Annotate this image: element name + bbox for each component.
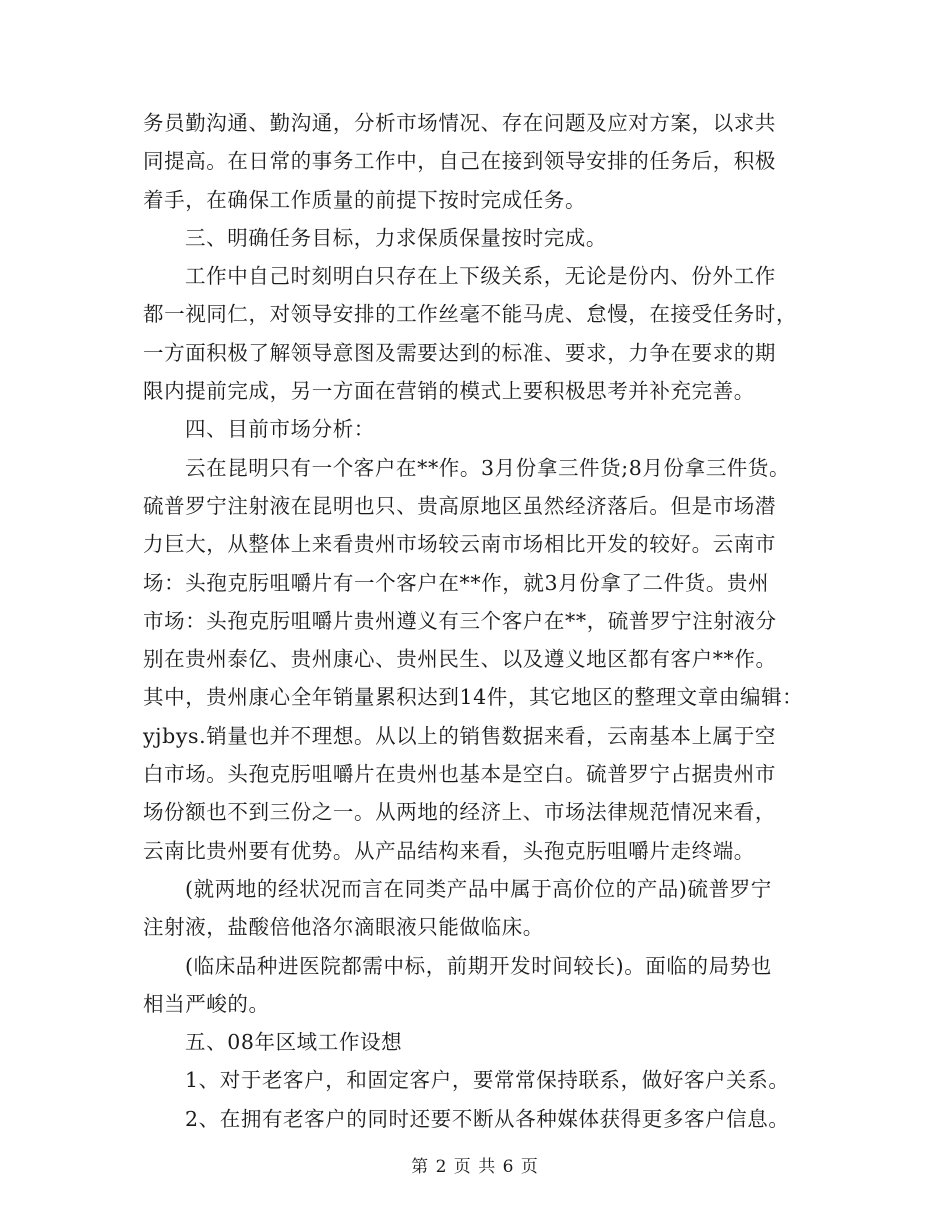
text-line: 1、对于老客户，和固定客户，要常常保持联系，做好客户关系。	[185, 1068, 790, 1093]
text-line: 别在贵州泰亿、贵州康心、贵州民生、以及遵义地区都有客户**作。	[143, 647, 777, 672]
text-line: 务员勤沟通、勤沟通，分析市场情况、存在问题及应对方案，以求共	[143, 111, 776, 135]
text-line: 市场：头孢克肟咀嚼片贵州遵义有三个客户在**，硫普罗宁注射液分	[143, 608, 777, 633]
text-line: 其中，贵州康心全年销量累积达到14件，其它地区的整理文章由编辑：	[143, 685, 804, 710]
text-line: 一方面积极了解领导意图及需要达到的标准、要求，力争在要求的期	[143, 340, 776, 365]
text-line: (临床品种进医院都需中标，前期开发时间较长)。面临的局势也	[185, 953, 772, 978]
text-line: 都一视同仁，对领导安排的工作丝毫不能马虎、怠慢，在接受任务时，	[143, 302, 798, 327]
text-line: 相当严峻的。	[143, 991, 270, 1016]
text-line: 工作中自己时刻明白只存在上下级关系，无论是份内、份外工作	[185, 264, 776, 289]
text-line: 四、目前市场分析：	[185, 417, 375, 442]
text-line: 限内提前完成，另一方面在营销的模式上要积极思考并补充完善。	[143, 379, 755, 404]
text-line: 三、明确任务目标，力求保质保量按时完成。	[185, 225, 607, 250]
text-line: (就两地的经状况而言在同类产品中属于高价位的产品)硫普罗宁	[185, 876, 772, 901]
text-line: 云在昆明只有一个客户在**作。3月份拿三件货;8月份拿三件货。	[185, 455, 791, 480]
text-line: 力巨大，从整体上来看贵州市场较云南市场相比开发的较好。云南市	[143, 532, 776, 557]
text-line: 2、在拥有老客户的同时还要不断从各种媒体获得更多客户信息。	[185, 1106, 790, 1131]
text-line: 场份额也不到三份之一。从两地的经济上、市场法律规范情况来看，	[143, 800, 776, 825]
text-line: 场：头孢克肟咀嚼片有一个客户在**作，就3月份拿了二件货。贵州	[143, 570, 770, 595]
text-line: 云南比贵州要有优势。从产品结构来看，头孢克肟咀嚼片走终端。	[143, 838, 755, 863]
page-footer: 第 2 页 共 6 页	[411, 1157, 539, 1177]
text-line: 同提高。在日常的事务工作中，自己在接到领导安排的任务后，积极	[143, 149, 776, 174]
text-line: 五、08年区域工作设想	[185, 1030, 403, 1055]
text-line: 硫普罗宁注射液在昆明也只、贵高原地区虽然经济落后。但是市场潜	[143, 493, 776, 518]
text-line: yjbys.销量也并不理想。从以上的销售数据来看，云南基本上属于空	[143, 723, 776, 748]
text-line: 注射液，盐酸倍他洛尔滴眼液只能做临床。	[143, 915, 544, 940]
text-line: 白市场。头孢克肟咀嚼片在贵州也基本是空白。硫普罗宁占据贵州市	[143, 762, 776, 787]
document-body	[143, 104, 808, 1138]
text-line: 着手，在确保工作质量的前提下按时完成任务。	[143, 187, 587, 212]
